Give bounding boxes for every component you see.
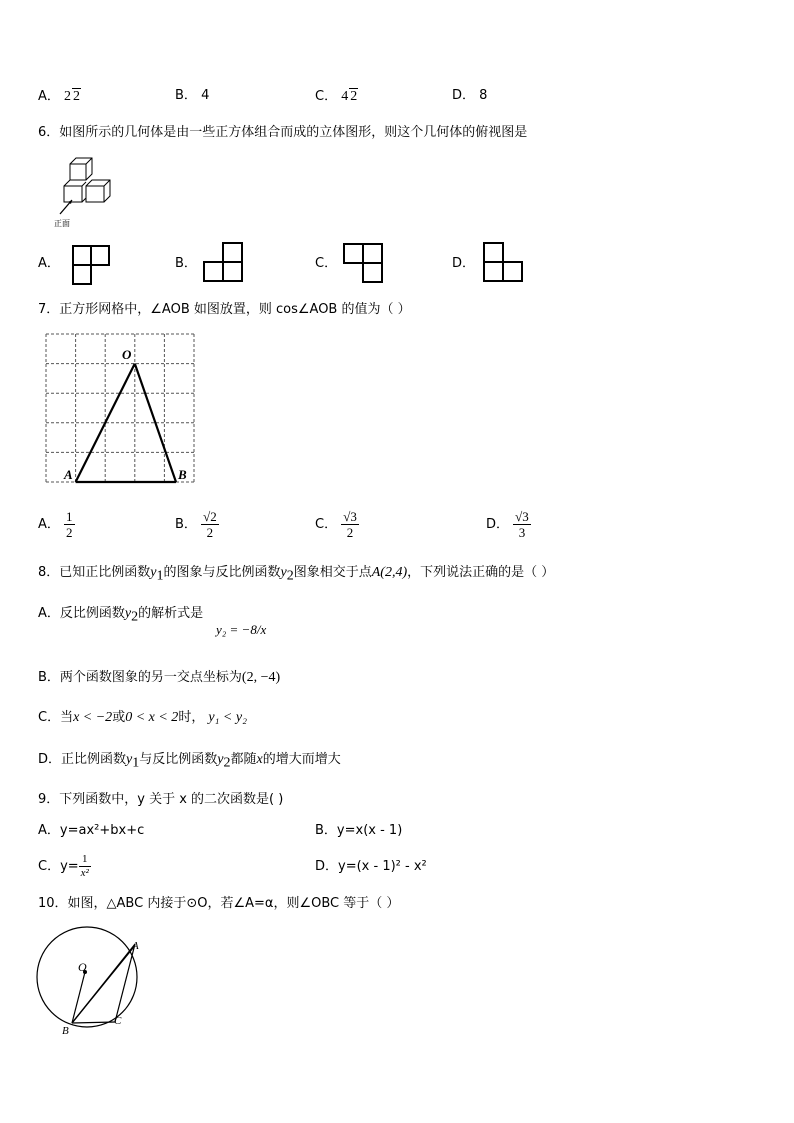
q6-option-c-label: C． [315,256,338,271]
q5-option-d: D． 8 [452,88,488,103]
q6-option-d-label: D． [452,256,476,271]
q5-option-a-value: 2 2 [64,89,81,104]
q9-option-c-fraction: $\frac{1}{\text{x²}}$ [80,853,89,879]
q9-option-b: B．y=x(x - 1) [315,823,403,838]
q9-stem: 9．下列函数中，y 关于 x 的二次函数是( ) [38,792,284,807]
q5-option-c: C． 4 2 [315,89,358,104]
q7-grid-figure [44,332,198,484]
q5-option-b: B． 4 [175,88,210,103]
q8-option-a: A．反比例函数$y_2$的解析式是 [38,606,204,625]
q10-stem: 10．如图，△ABC 内接于⊙O，若∠A=α，则∠OBC 等于（ ） [38,896,400,911]
q10-label-a: A [132,940,139,952]
q8-option-c: C．当x < −2或0 < x < 2时， y₁ < y₂ [38,710,247,725]
q7-option-d: D． $\frac{√3}{3}$ [486,509,529,540]
q10-label-o: O [78,960,87,974]
q7-stem: 7．正方形网格中，∠AOB 如图放置，则 cos∠AOB 的值为（ ） [38,302,411,317]
q7-option-c: C． $\frac{√3}{2}$ [315,509,357,540]
q6-option-c-view [343,243,385,285]
q7-option-b-fraction: $\frac{√2}{2}$ [203,509,217,540]
q8-option-d: D．正比例函数$y_1$与反比例函数$y_2$都随x的增大而增大 [38,752,341,771]
q6-stem: 6．如图所示的几何体是由一些正方体组合而成的立体图形，则这个几何体的俯视图是 [38,125,528,140]
q5-option-c-value: 4 2 [341,89,358,104]
q5-option-a: A． 2 2 [38,89,81,104]
q7-label-a: A [64,467,73,482]
q7-option-d-fraction: $\frac{√3}{3}$ [515,509,529,540]
q10-label-b: B [62,1025,69,1037]
q10-label-c: C [114,1015,122,1027]
q9-option-a: A．y=ax²+bx+c [38,823,145,838]
q7-option-a: A． $\frac{1}{2}$ [38,509,73,540]
q8-option-a-formula: y₂ = −8/x [216,622,267,637]
q7-label-o: O [122,347,132,362]
q9-option-c: C．y= $\frac{1}{\text{x²}}$ [38,853,89,879]
q7-option-a-fraction: $\frac{1}{2}$ [66,509,73,540]
q6-option-a-view [72,245,112,287]
q7-label-b: B [178,467,187,482]
q7-option-c-fraction: $\frac{√3}{2}$ [343,509,357,540]
q6-option-b-label: B． [175,256,197,271]
q8-stem: 8．已知正比例函数$y_1$的图象与反比例函数$y_2$图象相交于点A(2,4)，下列说法正确的是（ ） [38,565,555,584]
q6-cube-figure [52,156,122,228]
q10-circle-figure [34,924,146,1040]
q6-option-b-view [203,242,245,284]
q7-option-b: B． $\frac{√2}{2}$ [175,509,217,540]
q6-front-label: 正面 [54,219,70,228]
q6-option-d-view [483,242,525,284]
q8-option-b: B．两个函数图象的另一交点坐标为(2, −4) [38,670,281,685]
q6-option-a-label: A． [38,256,60,271]
q9-option-d: D．y=(x - 1)² - x² [315,859,427,874]
